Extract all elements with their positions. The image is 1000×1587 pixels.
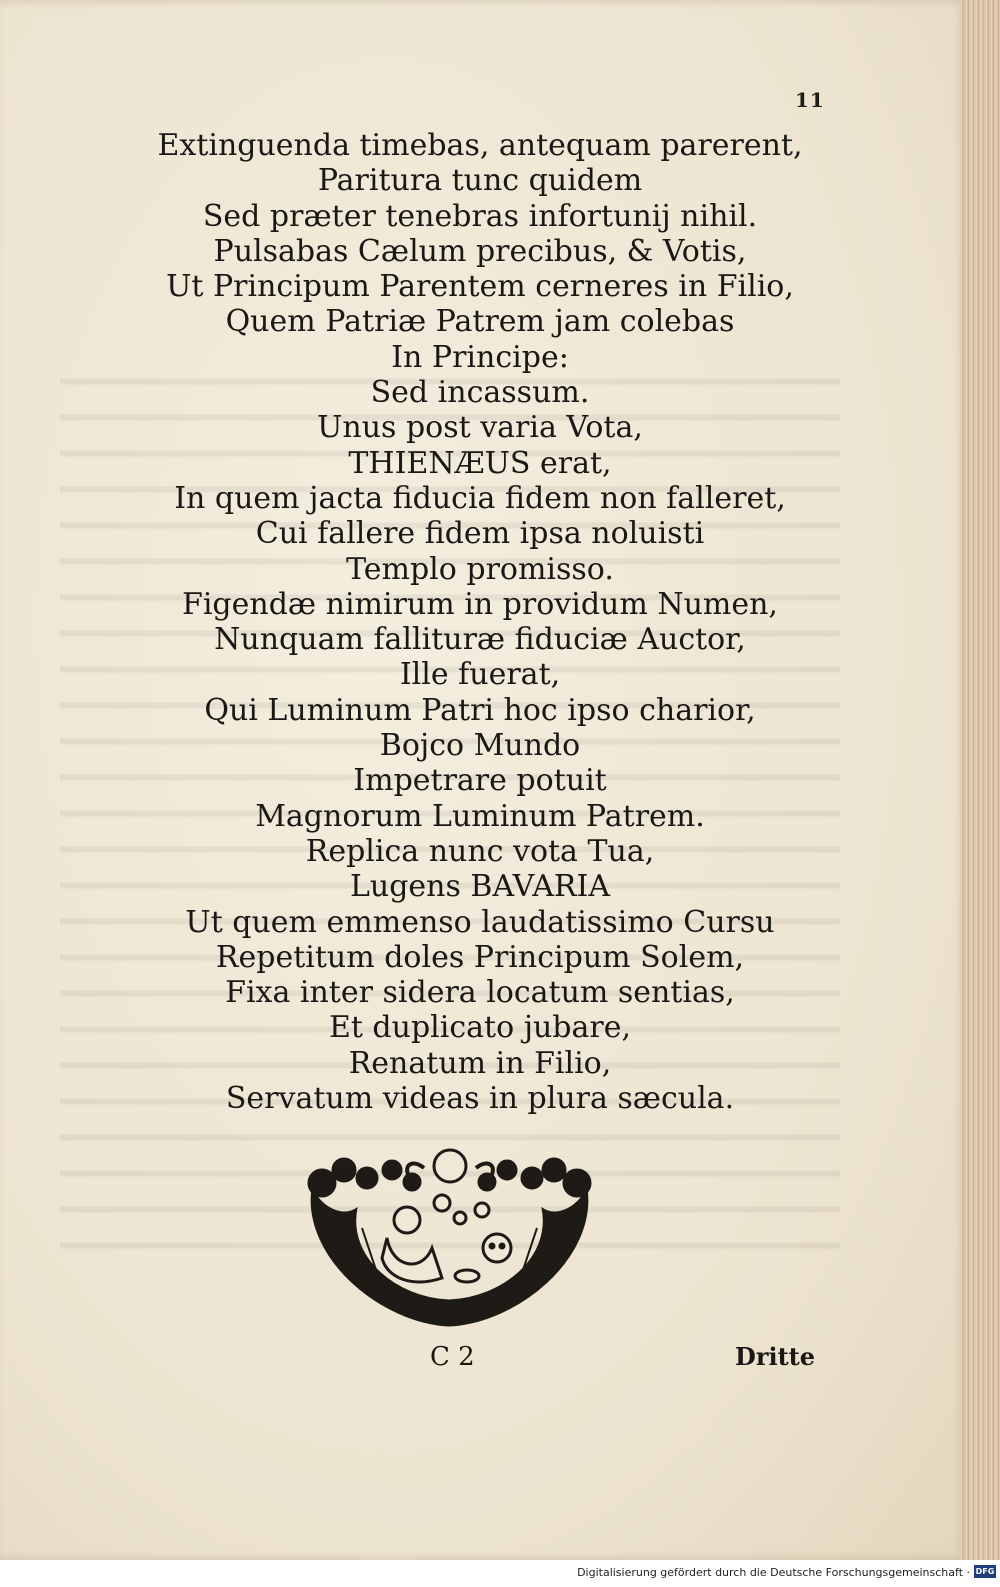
- poem-text: [100, 128, 860, 1116]
- poem-line: Repetitum doles Principum Solem,: [215, 939, 745, 975]
- poem-line: Cui fallere fidem ipsa noluisti: [255, 516, 705, 552]
- poem-line: Fixa inter sidera locatum sentias,: [225, 975, 735, 1011]
- page-number: 11: [795, 88, 825, 112]
- poem-line: In Principe:: [391, 339, 569, 375]
- poem-line: Impetrare potuit: [353, 763, 607, 799]
- cornucopia-ornament-illustration: [292, 1148, 607, 1328]
- poem-line: Replica nunc vota Tua,: [305, 833, 655, 869]
- catchword: Dritte: [735, 1342, 816, 1371]
- poem-line: Ut quem emmenso laudatissimo Cursu: [185, 904, 775, 940]
- poem-line: Figendæ nimirum in providum Numen,: [182, 586, 778, 622]
- poem-line: Unus post varia Vota,: [317, 410, 643, 446]
- poem-line: Magnorum Luminum Patrem.: [255, 798, 705, 834]
- poem-line: Sed incassum.: [370, 375, 590, 411]
- poem-line: Lugens BAVARIA: [349, 869, 611, 905]
- poem-line: Nunquam fallituræ fiduciæ Auctor,: [214, 622, 746, 658]
- poem-line: In quem jacta fiducia fidem non falleret,: [174, 480, 786, 516]
- poem-line: THIENÆUS erat,: [348, 445, 612, 481]
- poem-line: Paritura tunc quidem: [317, 163, 643, 199]
- poem-line: Bojco Mundo: [379, 728, 581, 764]
- poem-line: Templo promisso.: [346, 551, 614, 587]
- poem-line: Ille fuerat,: [399, 657, 561, 693]
- page-edges: [960, 0, 1000, 1560]
- digitization-credit: Digitalisierung gefördert durch die Deutsche Forschungsgemeinschaft ·: [577, 1566, 970, 1579]
- poem-line: Et duplicato jubare,: [328, 1010, 632, 1046]
- poem-line: Pulsabas Cælum precibus, & Votis,: [213, 233, 747, 269]
- poem-line: Quem Patriæ Patrem jam colebas: [225, 304, 735, 340]
- poem-line: Sed præter tenebras infortunij nihil.: [202, 198, 758, 234]
- poem-line: Qui Luminum Patri hoc ipso charior,: [204, 692, 756, 728]
- signature-mark: C 2: [430, 1342, 475, 1372]
- poem-line: Extinguenda timebas, antequam parerent,: [157, 128, 803, 163]
- poem-line: Ut Principum Parentem cerneres in Filio,: [166, 269, 794, 305]
- poem-line: Servatum videas in plura sæcula.: [225, 1081, 735, 1117]
- poem-line: Renatum in Filio,: [348, 1045, 612, 1081]
- dfg-logo: DFG: [975, 1567, 995, 1576]
